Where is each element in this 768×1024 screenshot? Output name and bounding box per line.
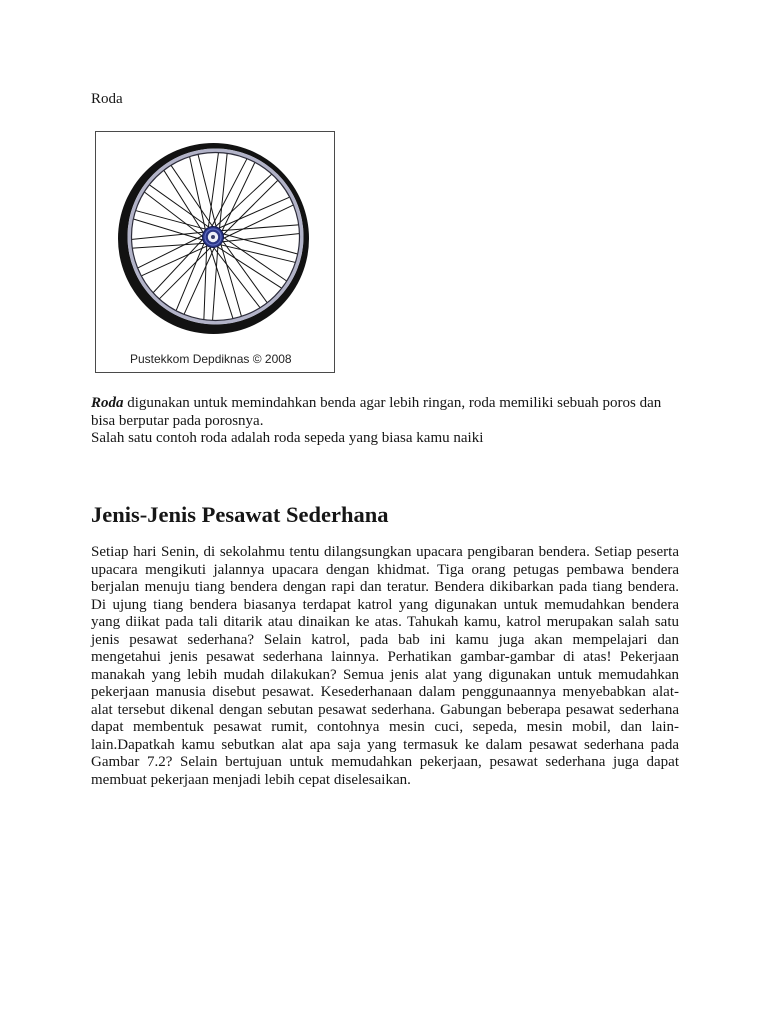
body-line: Gambar 7.2? Selain bertujuan untuk memudahkan pekerjaan, pesawat sederhana juga dapat <box>91 754 679 770</box>
intro-paragraph <box>91 395 661 448</box>
body-line: Di ujung tiang bendera biasanya terdapat katrol yang digunakan untuk memudahkan bendera <box>91 596 679 613</box>
intro-line <box>91 395 661 413</box>
body-line: mengetahui jenis pesawat sederhana lainnya. Perhatikan gambar-gambar di atas! Pekerjaan <box>91 649 679 665</box>
body-line: yang diikat pada tali ditarik atau dinaikan ke atas. Tahukah kamu, katrol merupakan salah satu <box>91 614 679 630</box>
body-line: lain.Dapatkah kamu sebutkan alat apa saja yang termasuk ke dalam pesawat sederhana pada <box>91 736 679 753</box>
figure-caption: Pustekkom Depdiknas © 2008 <box>130 352 292 366</box>
section-heading: Jenis-Jenis Pesawat Sederhana <box>91 502 389 527</box>
intro-line-text: digunakan untuk memindahkan benda agar lebih ringan, roda memiliki sebuah poros dan <box>127 395 662 411</box>
figure-wheel <box>95 131 335 373</box>
body-line: dapat membentuk pesawat rumit, contohnya mesin cuci, sepeda, mesin mobil, dan lain- <box>91 719 679 735</box>
body-line: alat tersebut dikenal dengan sebutan pesawat sederhana. Gabungan beberapa pesawat sederhana <box>91 701 679 718</box>
body-line: pekerjaan manusia disebut pesawat. Kesederhanaan dalam penggunaannya menyebabkan alat- <box>91 684 679 700</box>
body-line: berjalan menuju tiang bendera dengan rapi dan teratur. Bendera dikibarkan pada tiang bendera. <box>91 579 679 595</box>
axle <box>211 235 215 239</box>
intro-term: Roda <box>91 395 124 411</box>
intro-line: Salah satu contoh roda adalah roda sepeda yang biasa kamu naiki <box>91 430 484 446</box>
wheel-illustration <box>96 132 334 372</box>
section-label: Roda <box>91 91 123 107</box>
body-paragraph <box>91 544 679 789</box>
body-line: Setiap hari Senin, di sekolahmu tentu dilangsungkan upacara pengibaran bendera. Setiap peserta <box>91 544 679 560</box>
body-line: jenis pesawat sederhana? Selain katrol, pada bab ini kamu juga akan mempelajari dan <box>91 631 679 648</box>
body-line: upacara mengikuti jalannya upacara dengan khidmat. Tiga orang petugas pembawa bendera <box>91 561 679 578</box>
intro-line: bisa berputar pada porosnya. <box>91 412 264 429</box>
body-line: membuat pekerjaan menjadi lebih cepat diselesaikan. <box>91 771 411 788</box>
body-line: manakah yang lebih mudah dilakukan? Semua jenis alat yang digunakan untuk memudahkan <box>91 666 679 683</box>
